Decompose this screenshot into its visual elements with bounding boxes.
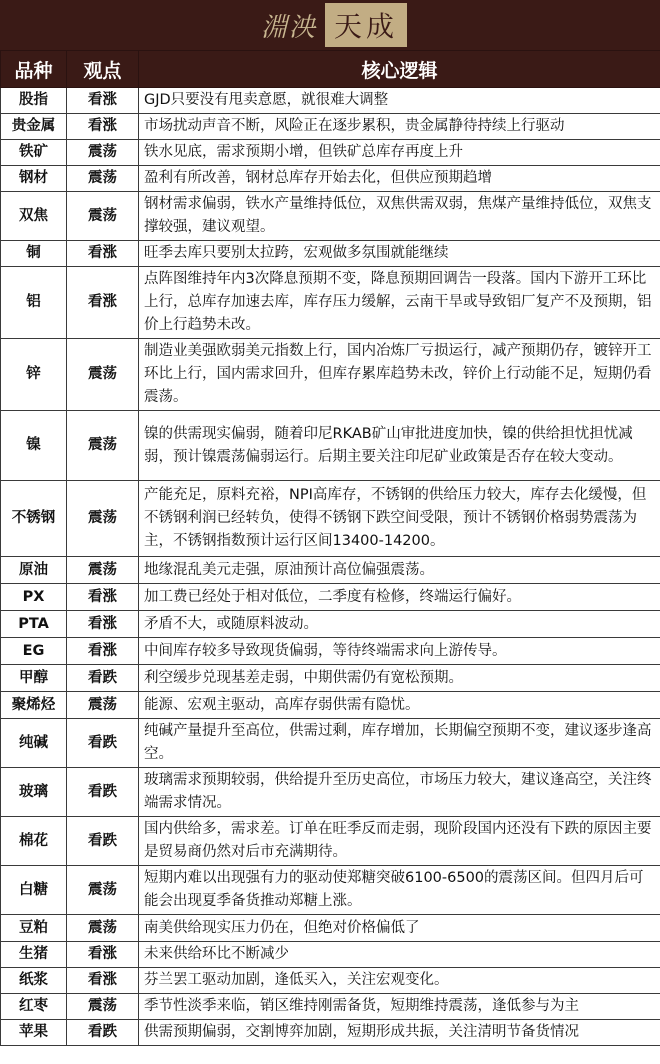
view-cell: 震荡 <box>67 192 139 241</box>
logic-cell: 旺季去库只要别太拉跨，宏观做多氛围就能继续 <box>139 241 660 267</box>
table-row <box>1 241 660 267</box>
logic-cell: 南美供给现实压力仍在，但绝对价格偏低了 <box>139 915 660 942</box>
view-cell: 震荡 <box>67 411 139 481</box>
header-logic: 核心逻辑 <box>139 51 660 88</box>
table-row <box>1 994 660 1020</box>
logic-cell: 制造业美强欧弱美元指数上行，国内冶炼厂亏损运行，减产预期仍存，镀锌开工环比上行，国内需求回升，但库存累库趋势未改，锌价上行动能不足，短期仍看震荡。 <box>139 339 660 411</box>
view-cell: 看涨 <box>67 638 139 665</box>
header-view: 观点 <box>67 51 139 88</box>
table-row <box>1 557 660 584</box>
view-cell: 看跌 <box>67 1020 139 1046</box>
view-cell: 震荡 <box>67 994 139 1020</box>
view-cell: 看涨 <box>67 241 139 267</box>
product-cell: 玻璃 <box>1 768 67 817</box>
view-cell: 看跌 <box>67 665 139 692</box>
view-cell: 看涨 <box>67 114 139 140</box>
logic-cell: 钢材需求偏弱，铁水产量维持低位，双焦供需双弱，焦煤产量维持低位，双焦支撑较强，建议观望。 <box>139 192 660 241</box>
logic-cell: 市场扰动声音不断，风险正在逐步累积，贵金属静待持续上行驱动 <box>139 114 660 140</box>
logic-cell: 季节性淡季来临，销区维持刚需备货，短期维持震荡，逢低参与为主 <box>139 994 660 1020</box>
product-cell: 贵金属 <box>1 114 67 140</box>
logic-cell: 点阵图维持年内3次降息预期不变，降息预期回调告一段落。国内下游开工环比上行，总库存加速去库，库存压力缓解，云南干旱或导致铝厂复产不及预期，铝价上行趋势未改。 <box>139 267 660 339</box>
view-cell: 看跌 <box>67 719 139 768</box>
table-row <box>1 192 660 241</box>
table-row <box>1 817 660 866</box>
logic-cell: 镍的供需现实偏弱，随着印尼RKAB矿山审批进度加快，镍的供给担忧担忧减弱，预计镍震荡偏弱运行。后期主要关注印尼矿业政策是否存在较大变动。 <box>139 411 660 481</box>
view-cell: 看涨 <box>67 968 139 994</box>
product-cell: 豆粕 <box>1 915 67 942</box>
table-row <box>1 88 660 114</box>
logic-cell: 产能充足，原料充裕，NPI高库存，不锈钢的供给压力较大，库存去化缓慢，但不锈钢利润已经转负，使得不锈钢下跌空间受限，预计不锈钢价格弱势震荡为主，不锈钢指数预计运行区间13400-14200。 <box>139 481 660 557</box>
logic-cell: 纯碱产量提升至高位，供需过剩，库存增加，长期偏空预期不变，建议逐步逢高空。 <box>139 719 660 768</box>
logo-seal: 天成 <box>325 3 407 47</box>
logic-cell: 盈利有所改善，钢材总库存开始去化，但供应预期趋增 <box>139 166 660 192</box>
table-row <box>1 584 660 611</box>
table-row <box>1 339 660 411</box>
product-cell: 双焦 <box>1 192 67 241</box>
view-cell: 震荡 <box>67 866 139 915</box>
table-row <box>1 114 660 140</box>
view-cell: 震荡 <box>67 557 139 584</box>
product-cell: 钢材 <box>1 166 67 192</box>
product-cell: 甲醇 <box>1 665 67 692</box>
view-cell: 看涨 <box>67 267 139 339</box>
logic-cell: 中间库存较多导致现货偏弱，等待终端需求向上游传导。 <box>139 638 660 665</box>
logic-cell: 加工费已经处于相对低位，二季度有检修，终端运行偏好。 <box>139 584 660 611</box>
view-cell: 看跌 <box>67 817 139 866</box>
table-row <box>1 481 660 557</box>
logic-cell: 芬兰罢工驱动加剧，逢低买入，关注宏观变化。 <box>139 968 660 994</box>
table-row <box>1 611 660 638</box>
logo-calligraphy: 淵泱 <box>260 12 317 43</box>
view-cell: 震荡 <box>67 166 139 192</box>
product-cell: PTA <box>1 611 67 638</box>
view-cell: 看涨 <box>67 88 139 114</box>
view-cell: 震荡 <box>67 481 139 557</box>
view-cell: 看涨 <box>67 584 139 611</box>
product-cell: 纸浆 <box>1 968 67 994</box>
logic-cell: GJD只要没有甩卖意愿，就很难大调整 <box>139 88 660 114</box>
table-row <box>1 692 660 719</box>
table-row <box>1 665 660 692</box>
view-cell: 震荡 <box>67 915 139 942</box>
table-row <box>1 1020 660 1046</box>
logic-cell: 矛盾不大，或随原料波动。 <box>139 611 660 638</box>
product-cell: 聚烯烃 <box>1 692 67 719</box>
table-row <box>1 140 660 166</box>
product-cell: 棉花 <box>1 817 67 866</box>
product-cell: EG <box>1 638 67 665</box>
table-row <box>1 267 660 339</box>
table-row <box>1 638 660 665</box>
view-cell: 看涨 <box>67 611 139 638</box>
logic-cell: 能源、宏观主驱动，高库存弱供需有隐忧。 <box>139 692 660 719</box>
product-cell: 白糖 <box>1 866 67 915</box>
view-cell: 看涨 <box>67 942 139 968</box>
product-cell: 锌 <box>1 339 67 411</box>
table-row <box>1 915 660 942</box>
view-cell: 震荡 <box>67 692 139 719</box>
product-cell: PX <box>1 584 67 611</box>
product-cell: 铁矿 <box>1 140 67 166</box>
logic-cell: 利空缓步兑现基差走弱，中期供需仍有宽松预期。 <box>139 665 660 692</box>
product-cell: 原油 <box>1 557 67 584</box>
logic-cell: 铁水见底，需求预期小增，但铁矿总库存再度上升 <box>139 140 660 166</box>
view-cell: 震荡 <box>67 140 139 166</box>
table-row <box>1 866 660 915</box>
header-product: 品种 <box>1 51 67 88</box>
logic-cell: 国内供给多，需求差。订单在旺季反而走弱，现阶段国内还没有下跌的原因主要是贸易商仍然对后市充满期待。 <box>139 817 660 866</box>
product-cell: 苹果 <box>1 1020 67 1046</box>
logic-cell: 未来供给环比不断减少 <box>139 942 660 968</box>
product-cell: 不锈钢 <box>1 481 67 557</box>
logic-cell: 玻璃需求预期较弱，供给提升至历史高位，市场压力较大，建议逢高空，关注终端需求情况。 <box>139 768 660 817</box>
logic-cell: 短期内难以出现强有力的驱动使郑糖突破6100-6500的震荡区间。但四月后可能会出现夏季备货推动郑糖上涨。 <box>139 866 660 915</box>
view-cell: 震荡 <box>67 339 139 411</box>
product-cell: 红枣 <box>1 994 67 1020</box>
product-cell: 生猪 <box>1 942 67 968</box>
table-row <box>1 768 660 817</box>
view-cell: 看跌 <box>67 768 139 817</box>
logic-cell: 供需预期偏弱，交割博弈加剧，短期形成共振，关注清明节备货情况 <box>139 1020 660 1046</box>
header-banner <box>0 0 660 50</box>
table-row <box>1 942 660 968</box>
product-cell: 铝 <box>1 267 67 339</box>
table-row <box>1 968 660 994</box>
table-row <box>1 411 660 481</box>
product-cell: 股指 <box>1 88 67 114</box>
logic-cell: 地缘混乱美元走强，原油预计高位偏强震荡。 <box>139 557 660 584</box>
product-cell: 纯碱 <box>1 719 67 768</box>
outlook-table <box>0 50 660 1046</box>
table-header-row <box>1 51 660 88</box>
table-row <box>1 166 660 192</box>
product-cell: 镍 <box>1 411 67 481</box>
table-row <box>1 719 660 768</box>
product-cell: 铜 <box>1 241 67 267</box>
